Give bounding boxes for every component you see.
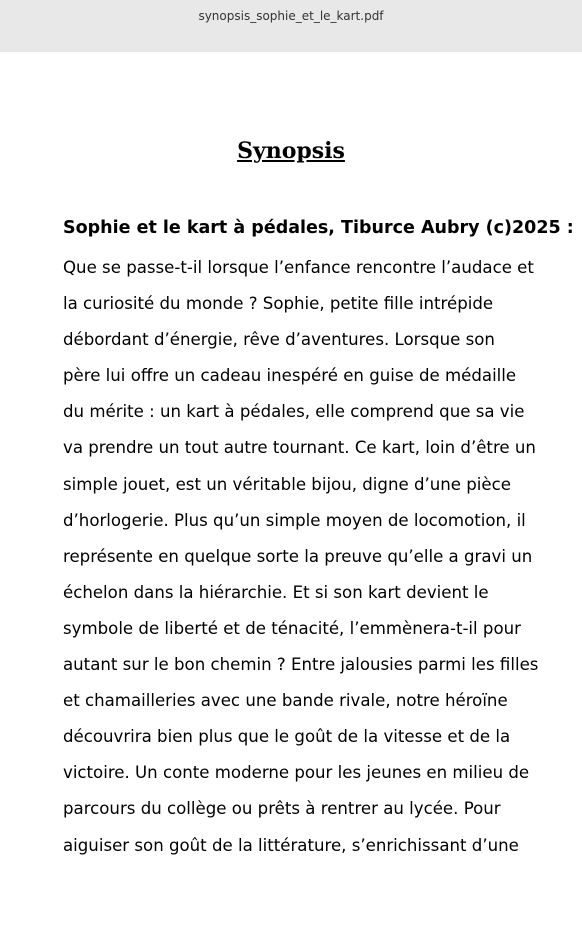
body-line: va prendre un tout autre tournant. Ce kart, loin d’être un [63,438,536,458]
body-line: échelon dans la hiérarchie. Et si son kart devient le [63,582,489,602]
body-line: victoire. Un conte moderne pour les jeunes en milieu de [63,763,530,783]
body-line: d’horlogerie. Plus qu’un simple moyen de locomotion, il [63,510,526,530]
page-title: Synopsis [237,138,345,164]
body-line: représente en quelque sorte la preuve qu’elle a gravi un [63,546,533,566]
book-heading: Sophie et le kart à pédales, Tiburce Aubry (c)2025 : [63,218,574,238]
pdf-page[interactable] [0,52,582,941]
document-filename: synopsis_sophie_et_le_kart.pdf [198,9,384,23]
body-line: Que se passe-t-il lorsque l’enfance rencontre l’audace et [63,258,534,277]
body-line: du mérite : un kart à pédales, elle comprend que sa vie [63,402,525,422]
body-line: aiguiser son goût de la littérature, s’enrichissant d’une [63,835,519,855]
title-bar [0,0,582,52]
body-line: autant sur le bon chemin ? Entre jalousies parmi les filles [63,655,539,675]
synopsis-body [63,252,543,866]
body-line: débordant d’énergie, rêve d’aventures. Lorsque son [63,330,495,350]
body-line: père lui offre un cadeau inespéré en guise de médaille [63,366,517,386]
body-line: la curiosité du monde ? Sophie, petite fille intrépide [63,294,494,314]
body-line: symbole de liberté et de ténacité, l’emmènera-t-il pour [63,618,521,638]
body-line: simple jouet, est un véritable bijou, digne d’une pièce [63,474,511,494]
body-line: et chamailleries avec une bande rivale, notre héroïne [63,691,508,711]
body-line: parcours du collège ou prêts à rentrer au lycée. Pour [63,799,501,819]
body-line: découvrira bien plus que le goût de la vitesse et de la [63,727,511,747]
